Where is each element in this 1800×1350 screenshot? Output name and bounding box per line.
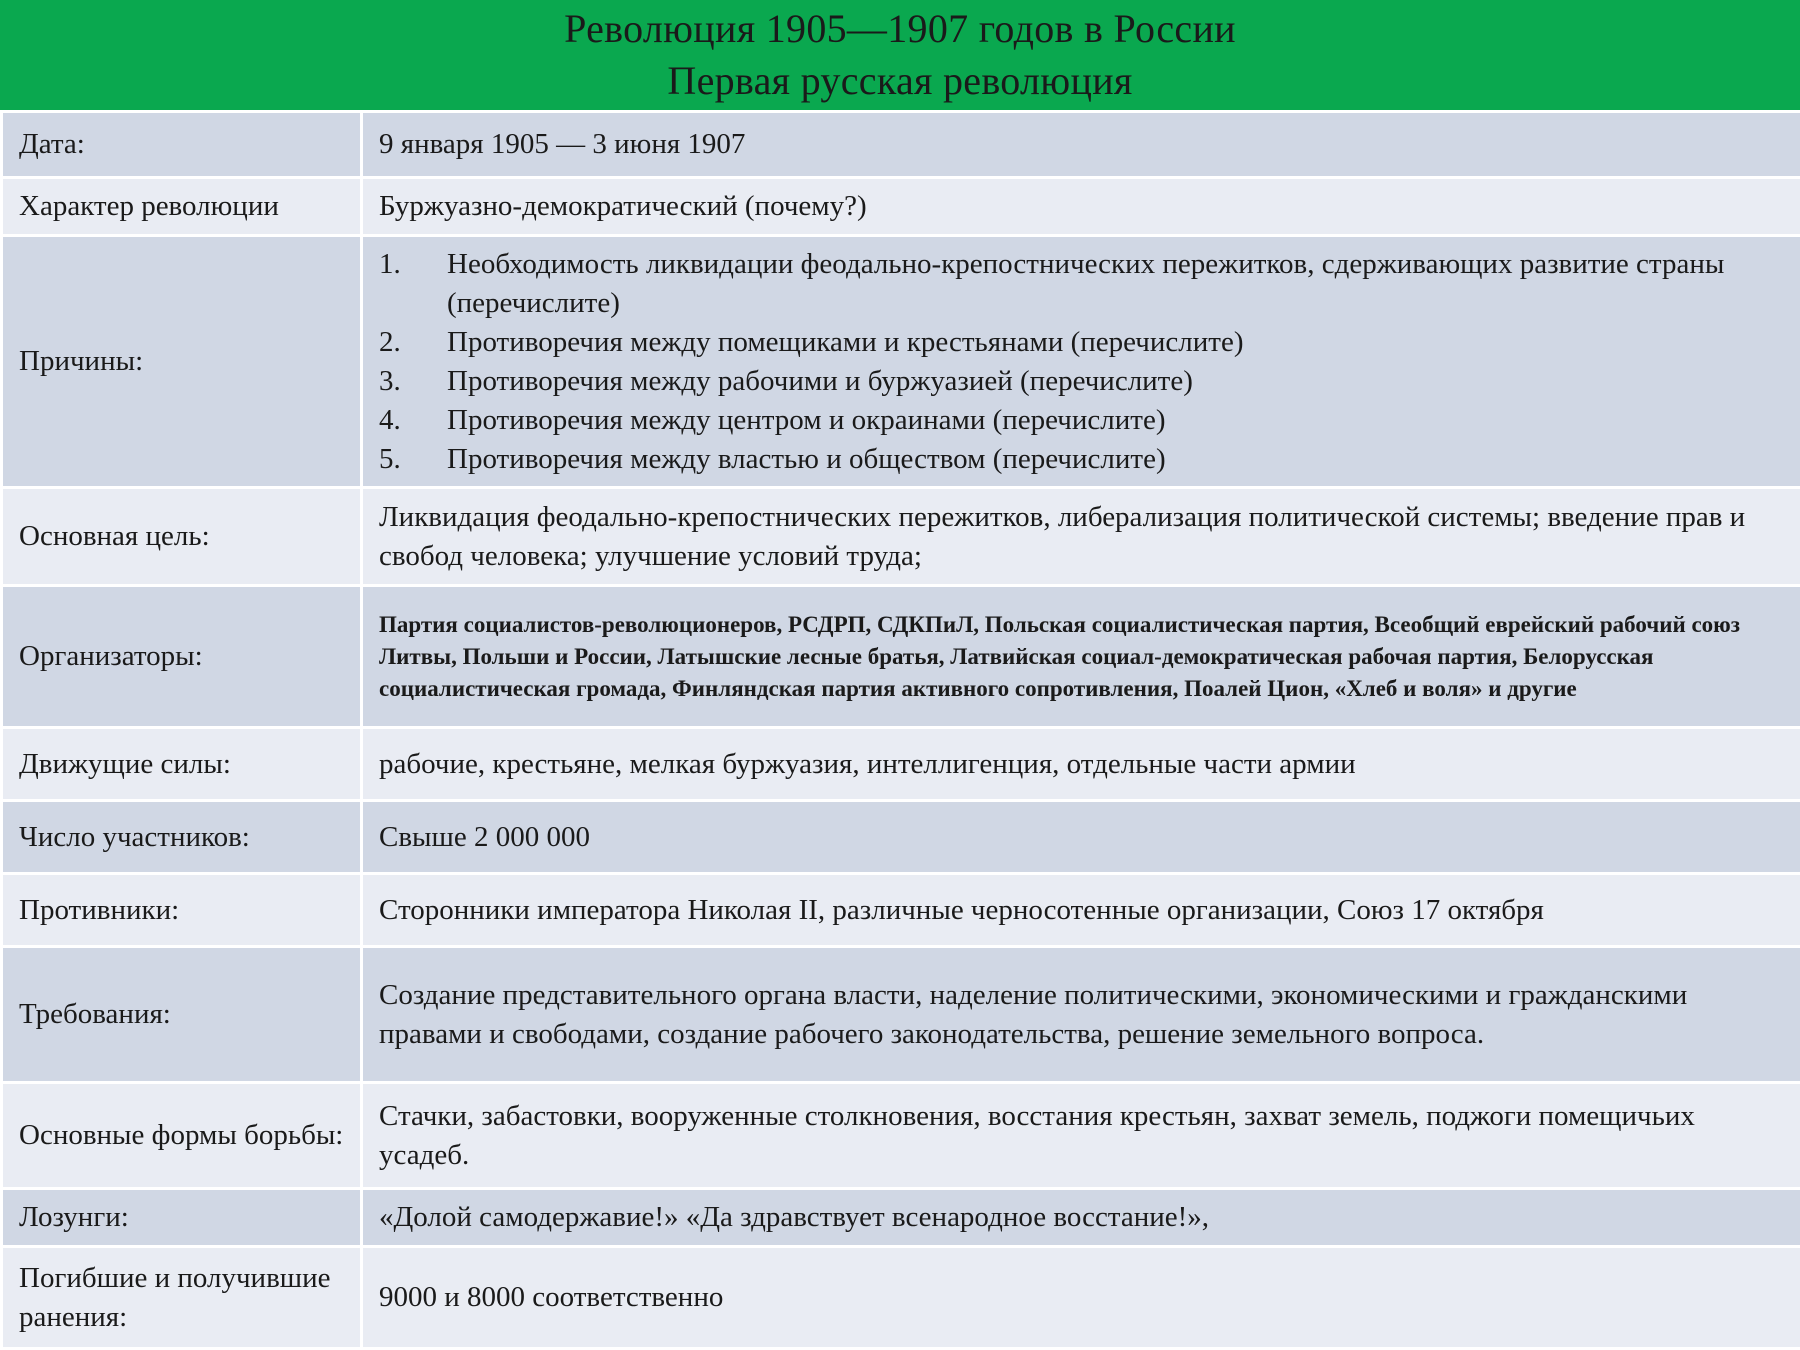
causes-list	[379, 245, 1784, 479]
row-value: Сторонники императора Николая II, различные черносотенные организации, Союз 17 октября	[362, 874, 1800, 947]
row-label: Лозунги:	[2, 1189, 362, 1247]
row-value: рабочие, крестьяне, мелкая буржуазия, интеллигенция, отдельные части армии	[362, 728, 1800, 801]
table-row-date	[2, 112, 1800, 178]
table-row-methods	[2, 1083, 1800, 1189]
table-row-casualties	[2, 1247, 1800, 1349]
list-item	[379, 245, 1784, 323]
table-row-causes	[2, 236, 1800, 488]
row-value: 9 января 1905 — 3 июня 1907	[362, 112, 1800, 178]
table-row-organizers	[2, 586, 1800, 728]
row-label: Противники:	[2, 874, 362, 947]
row-value	[362, 586, 1800, 728]
list-text: Необходимость ликвидации феодально-крепостнических пережитков, сдерживающих развитие страны (перечислите)	[447, 247, 1725, 319]
list-number: 2.	[379, 325, 401, 358]
list-item	[379, 323, 1784, 362]
row-label: Основные формы борьбы:	[2, 1083, 362, 1189]
row-value: Свыше 2 000 000	[362, 801, 1800, 874]
list-text: Противоречия между помещиками и крестьянами (перечислите)	[447, 325, 1244, 358]
row-value	[362, 236, 1800, 488]
row-label: Погибшие и получившие ранения:	[2, 1247, 362, 1349]
list-number: 5.	[379, 442, 401, 475]
row-label: Число участников:	[2, 801, 362, 874]
list-text: Противоречия между рабочими и буржуазией (перечислите)	[447, 364, 1193, 397]
list-number: 3.	[379, 364, 401, 397]
table-row-character	[2, 178, 1800, 236]
row-value: Буржуазно-демократический (почему?)	[362, 178, 1800, 236]
table-row-slogans	[2, 1189, 1800, 1247]
organizers-text: Партия социалистов-революционеров, РСДРП, СДКПиЛ, Польская социалистическая партия, Всеобщий еврейский рабочий союз Литвы, Польши и России, Латышские лесные братья, Латвийская социал-демократическая рабочая партия, Белорусская социалистическая громада, Финляндская партия активного сопротивления, Поалей Цион, «Хлеб и воля» и другие	[379, 611, 1740, 701]
row-label: Основная цель:	[2, 488, 362, 586]
table-row-demands	[2, 947, 1800, 1083]
page-subtitle: Первая русская революция	[667, 58, 1133, 103]
table-row-forces	[2, 728, 1800, 801]
list-text: Противоречия между центром и окраинами (перечислите)	[447, 403, 1166, 436]
row-value: Стачки, забастовки, вооруженные столкновения, восстания крестьян, захват земель, поджоги помещичьих усадеб.	[362, 1083, 1800, 1189]
row-value: Ликвидация феодально-крепостнических пережитков, либерализация политической системы; введение прав и свобод человека; улучшение условий труда;	[362, 488, 1800, 586]
list-item	[379, 362, 1784, 401]
info-table	[0, 110, 1800, 1350]
table-row-opponents	[2, 874, 1800, 947]
row-label: Причины:	[2, 236, 362, 488]
row-label: Дата:	[2, 112, 362, 178]
row-value: «Долой самодержавие!» «Да здравствует всенародное восстание!»,	[362, 1189, 1800, 1247]
row-label: Движущие силы:	[2, 728, 362, 801]
list-text: Противоречия между властью и обществом (перечислите)	[447, 442, 1166, 475]
row-label: Организаторы:	[2, 586, 362, 728]
list-item	[379, 401, 1784, 440]
list-item	[379, 440, 1784, 479]
list-number: 4.	[379, 403, 401, 436]
page-title: Революция 1905—1907 годов в России	[564, 6, 1236, 51]
row-label: Требования:	[2, 947, 362, 1083]
list-number: 1.	[379, 247, 401, 280]
slide-header	[0, 0, 1800, 113]
table-row-goal	[2, 488, 1800, 586]
row-value: 9000 и 8000 соответственно	[362, 1247, 1800, 1349]
row-value: Создание представительного органа власти, наделение политическими, экономическими и гражданскими правами и свободами, создание рабочего законодательства, решение земельного вопроса.	[362, 947, 1800, 1083]
row-label: Характер революции	[2, 178, 362, 236]
table-row-participants	[2, 801, 1800, 874]
